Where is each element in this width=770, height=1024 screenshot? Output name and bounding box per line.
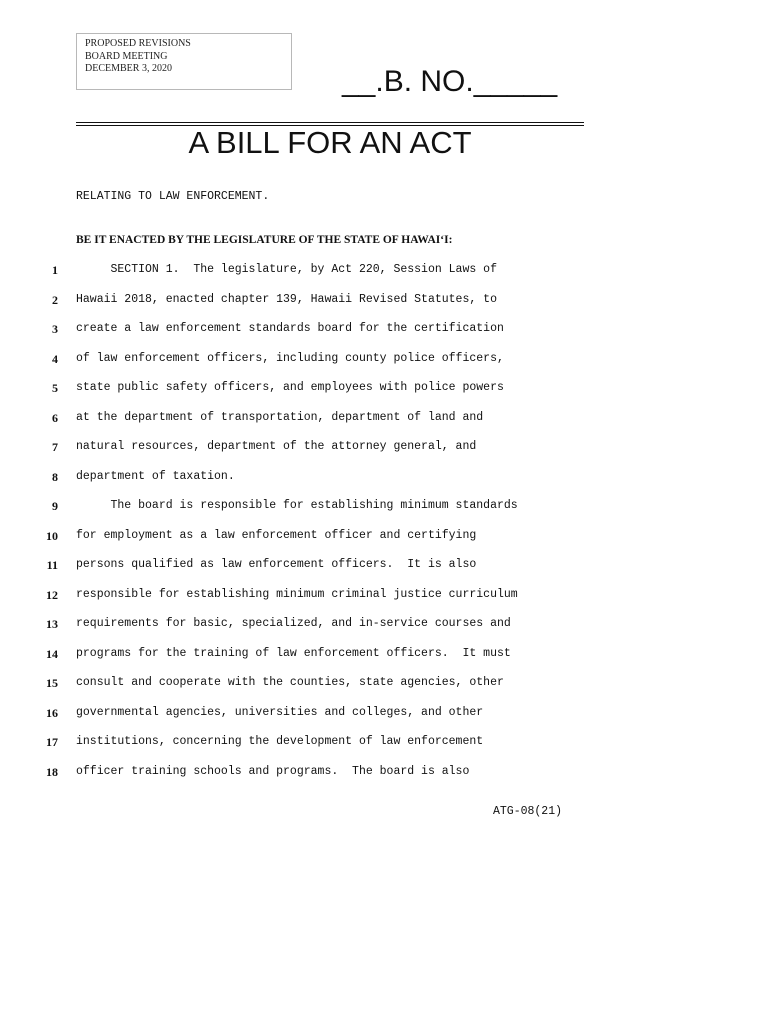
bill-line bbox=[0, 411, 770, 441]
bill-line bbox=[0, 647, 770, 677]
footer-code: ATG-08(21) bbox=[493, 805, 563, 818]
line-number: 5 bbox=[52, 381, 58, 395]
bill-number: __.B. NO._____ bbox=[342, 65, 558, 98]
line-text: officer training schools and programs. The board is also bbox=[76, 764, 470, 778]
line-text: responsible for establishing minimum criminal justice curriculum bbox=[76, 587, 518, 601]
bill-line bbox=[0, 381, 770, 411]
line-text: department of taxation. bbox=[76, 469, 235, 483]
line-text: at the department of transportation, department of land and bbox=[76, 410, 484, 424]
line-number: 8 bbox=[52, 469, 58, 484]
line-number: 1 bbox=[52, 263, 58, 277]
line-number: 16 bbox=[46, 705, 58, 720]
title-rule bbox=[76, 122, 584, 123]
bill-line bbox=[0, 588, 770, 618]
stamp-line: PROPOSED REVISIONS bbox=[85, 38, 191, 49]
bill-line bbox=[0, 293, 770, 323]
bill-line bbox=[0, 499, 770, 529]
line-text: persons qualified as law enforcement officers. It is also bbox=[76, 558, 477, 571]
bill-line bbox=[0, 529, 770, 559]
bill-line bbox=[0, 470, 770, 500]
bill-line bbox=[0, 765, 770, 795]
line-number: 9 bbox=[52, 499, 58, 513]
line-text: institutions, concerning the development of law enforcement bbox=[76, 735, 484, 748]
line-number: 15 bbox=[46, 676, 58, 690]
stamp-line: DECEMBER 3, 2020 bbox=[85, 63, 172, 74]
line-number: 12 bbox=[46, 587, 58, 602]
enacting-clause: BE IT ENACTED BY THE LEGISLATURE OF THE STATE OF HAWAI‘I: bbox=[76, 234, 453, 246]
revision-stamp bbox=[76, 33, 292, 90]
line-number: 11 bbox=[46, 558, 58, 572]
bill-title: A BILL FOR AN ACT bbox=[188, 125, 472, 160]
bill-line bbox=[0, 676, 770, 706]
bill-line bbox=[0, 352, 770, 382]
bill-line bbox=[0, 263, 770, 293]
line-text: requirements for basic, specialized, and in-service courses and bbox=[76, 617, 511, 630]
bill-line bbox=[0, 558, 770, 588]
line-text: consult and cooperate with the counties, state agencies, other bbox=[76, 676, 504, 689]
line-text: SECTION 1. The legislature, by Act 220, Session Laws of bbox=[76, 263, 497, 276]
line-number: 4 bbox=[52, 351, 58, 366]
line-number: 3 bbox=[52, 322, 58, 336]
line-text: of law enforcement officers, including county police officers, bbox=[76, 351, 504, 365]
bill-line bbox=[0, 617, 770, 647]
line-number: 10 bbox=[46, 528, 58, 543]
line-text: state public safety officers, and employees with police powers bbox=[76, 381, 504, 394]
line-text: create a law enforcement standards board for the certification bbox=[76, 322, 504, 335]
bill-line bbox=[0, 322, 770, 352]
line-number: 2 bbox=[52, 292, 58, 307]
line-number: 17 bbox=[46, 735, 58, 749]
line-number: 6 bbox=[52, 410, 58, 425]
line-number: 7 bbox=[52, 440, 58, 454]
line-number: 14 bbox=[46, 646, 58, 661]
relating-clause: RELATING TO LAW ENFORCEMENT. bbox=[76, 190, 270, 203]
line-text: The board is responsible for establishing minimum standards bbox=[76, 499, 518, 512]
bill-line bbox=[0, 440, 770, 470]
bill-line bbox=[0, 735, 770, 765]
line-text: natural resources, department of the attorney general, and bbox=[76, 440, 477, 453]
bill-line bbox=[0, 706, 770, 736]
line-text: Hawaii 2018, enacted chapter 139, Hawaii Revised Statutes, to bbox=[76, 292, 497, 306]
bill-body bbox=[0, 263, 770, 794]
line-number: 18 bbox=[46, 764, 58, 779]
line-text: governmental agencies, universities and colleges, and other bbox=[76, 705, 484, 719]
line-number: 13 bbox=[46, 617, 58, 631]
stamp-line: BOARD MEETING bbox=[85, 50, 168, 62]
line-text: for employment as a law enforcement officer and certifying bbox=[76, 528, 477, 542]
line-text: programs for the training of law enforcement officers. It must bbox=[76, 646, 511, 660]
